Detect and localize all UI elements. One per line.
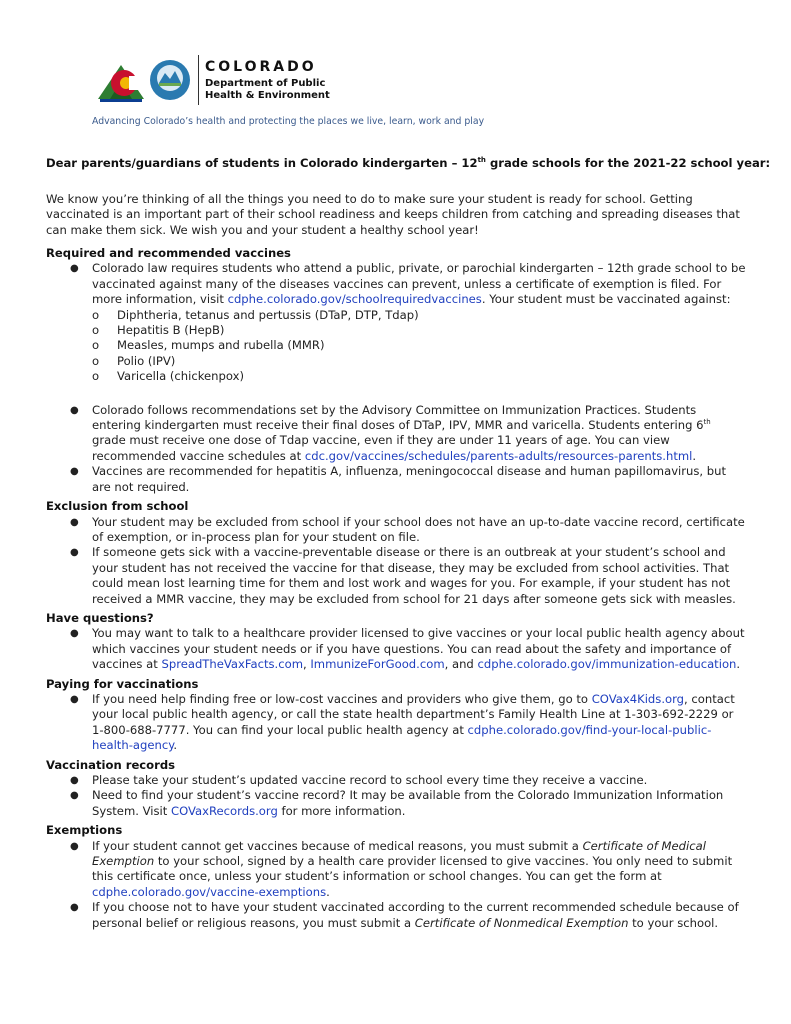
list-item (92, 308, 746, 323)
paying-list (46, 692, 746, 754)
link-school-required-vaccines[interactable]: cdphe.colorado.gov/schoolrequiredvaccines (227, 292, 482, 307)
dept-line-2: Health & Environment (205, 89, 330, 101)
colorado-c-logo-icon (96, 55, 146, 105)
exemptions-b2-text2: to your school. (628, 915, 719, 930)
list-item (92, 369, 746, 384)
bullet-icon: ● (70, 263, 79, 275)
bullet-icon: ● (70, 628, 79, 640)
list-item (46, 839, 746, 901)
brand-text (205, 59, 330, 102)
link-spread-the-vax-facts[interactable]: SpreadTheVaxFacts.com (161, 657, 303, 672)
required-vaccines-list (46, 261, 746, 495)
list-item (46, 900, 746, 931)
required-b2-text2: grade must receive one dose of Tdap vaccine, even if they are under 11 years of age. You can view recommended vaccine schedules at (92, 433, 670, 463)
records-b2-text: Need to find your student’s vaccine record? It may be available from the Colorado Immunization Information System. Visit (92, 788, 724, 818)
questions-text: You may want to talk to a healthcare provider licensed to give vaccines or your local public health agency about which vaccines your student needs or if you have questions. You can read about the safety and importance of vaccines at (92, 626, 745, 672)
list-item (46, 692, 746, 754)
records-list (46, 773, 746, 819)
list-item (46, 261, 746, 384)
cdphe-logo (96, 52, 330, 108)
exemptions-b1-after: . (326, 884, 330, 899)
cdphe-seal-icon (148, 58, 192, 102)
heading-required-vaccines: Required and recommended vaccines (46, 246, 291, 260)
link-covax4kids[interactable]: COVax4Kids.org (591, 691, 685, 706)
vaccine-item: Hepatitis B (HepB) (117, 323, 225, 338)
letter-body (46, 246, 746, 931)
bullet-icon: ● (70, 547, 79, 559)
exemptions-b1-text2: to your school, signed by a health care provider licensed to give vaccines. You only need to submit this certificate once, unless your student’s information or school changes. You can get the form at (92, 854, 733, 884)
bullet-icon: ● (70, 404, 79, 416)
heading-exemptions: Exemptions (46, 823, 123, 838)
bullet-icon: ● (70, 693, 79, 705)
heading-questions: Have questions? (46, 610, 154, 625)
required-b2-after: . (692, 448, 697, 463)
list-item (46, 788, 746, 819)
required-b2-text: Colorado follows recommendations set by the Advisory Committee on Immunization Practices. Students entering kindergarten must receive their final doses of DTaP, IPV, MMR and varicella. Students entering 6 (92, 402, 704, 433)
paying-after: . (173, 738, 178, 753)
link-vaccine-exemptions[interactable]: cdphe.colorado.gov/vaccine-exemptions (92, 884, 327, 899)
list-item (46, 515, 746, 546)
exclusion-b1-text: Your student may be excluded from school if your school does not have an up-to-date vaccine record, certificate of exemption, or in-process plan for your student on file. (92, 514, 745, 544)
sub-bullet-icon: o (92, 369, 100, 384)
salutation-post: grade schools for the 2021-22 school year: (485, 156, 771, 170)
salutation-sup: th (477, 156, 486, 165)
exemptions-b2-form-name: Certificate of Nonmedical Exemption (414, 915, 629, 930)
required-b1-text: Colorado law requires students who attend a public, private, or parochial kindergarten – 12th grade school to be vaccinated against many of the diseases vaccines can prevent, unless a certificate of exemption is filed. For more information, visit (92, 261, 746, 307)
state-name: COLORADO (205, 58, 317, 75)
link-immunize-for-good[interactable]: ImmunizeForGood.com (310, 657, 445, 672)
exemptions-b1-text1: If your student cannot get vaccines because of medical reasons, you must submit a (92, 838, 583, 853)
link-covaxrecords[interactable]: COVaxRecords.org (171, 803, 278, 818)
list-item (46, 545, 746, 607)
vaccine-item: Varicella (chickenpox) (117, 369, 244, 384)
intro-paragraph: We know you’re thinking of all the things you need to do to make sure your student is ready for school. Getting vaccinated is an important part of their school readiness and keeps children from catching and spreading diseases that can make them sick. We wish you and your student a healthy school year! (46, 192, 740, 237)
paying-text1: If you need help finding free or low-cost vaccines and providers who give them, go to (92, 691, 592, 706)
bullet-icon: ● (70, 775, 79, 786)
link-find-local-agency[interactable]: cdphe.colorado.gov/find-your-local-public-health-agency (92, 722, 712, 753)
link-immunization-education[interactable]: cdphe.colorado.gov/immunization-education (477, 657, 737, 672)
bullet-icon: ● (70, 902, 79, 914)
list-item (92, 323, 746, 338)
vaccine-item: Measles, mumps and rubella (MMR) (117, 338, 325, 353)
bullet-icon: ● (70, 466, 79, 478)
bullet-icon: ● (70, 516, 79, 528)
records-b2-after: for more information. (277, 803, 406, 818)
exemptions-b1-form-name: Certificate of Medical Exemption (92, 838, 706, 869)
list-item (46, 403, 746, 465)
letterhead (46, 0, 745, 127)
questions-sep: , (303, 657, 311, 672)
dept-line-1: Department of Public (205, 77, 326, 89)
tagline: Advancing Colorado’s health and protecting the places we live, learn, work and play (92, 116, 485, 127)
list-item (92, 354, 746, 369)
heading-exclusion: Exclusion from school (46, 499, 189, 514)
salutation-pre: Dear parents/guardians of students in Colorado kindergarten – 12 (46, 156, 478, 170)
vaccine-sublist (92, 308, 746, 385)
link-cdc-schedules[interactable]: cdc.gov/vaccines/schedules/parents-adults/resources-parents.html (304, 448, 693, 463)
vaccine-item: Diphtheria, tetanus and pertussis (DTaP, DTP, Tdap) (117, 307, 419, 322)
sub-bullet-icon: o (92, 338, 100, 353)
sub-bullet-icon: o (92, 353, 100, 368)
list-item (92, 338, 746, 353)
vaccine-item: Polio (IPV) (117, 353, 176, 368)
heading-paying: Paying for vaccinations (46, 676, 199, 691)
exclusion-b2-text: If someone gets sick with a vaccine-preventable disease or there is an outbreak at your student’s school and your student has not received the vaccine for that disease, they may be excluded from school activities. That could mean lost learning time for them and lost work and wages for you. For example, if your student has not received a MMR vaccine, they may be excluded from school for 21 days after someone gets sick with measles. (92, 545, 736, 606)
bullet-icon: ● (70, 840, 79, 852)
sub-bullet-icon: o (92, 323, 100, 338)
exclusion-list (46, 515, 746, 607)
exemptions-b2-text1: If you choose not to have your student vaccinated according to the current recommended schedule because of personal belief or religious reasons, you must submit a (92, 900, 739, 930)
required-b1-after: . Your student must be vaccinated against: (481, 292, 731, 307)
list-item (46, 464, 746, 495)
salutation (46, 156, 770, 170)
required-b2-sup: th (703, 418, 711, 427)
records-b1-text: Please take your student’s updated vaccine record to school every time they receive a vaccine. (92, 773, 648, 787)
questions-after: . (736, 657, 741, 672)
list-item (46, 773, 746, 788)
questions-list (46, 626, 746, 672)
heading-records: Vaccination records (46, 757, 176, 772)
required-b3-text: Vaccines are recommended for hepatitis A, influenza, meningococcal disease and human papillomavirus, but are not required. (92, 464, 727, 494)
sub-bullet-icon: o (92, 307, 100, 322)
questions-and: , and (444, 657, 478, 672)
list-item (46, 626, 746, 672)
exemptions-list (46, 839, 746, 931)
logo-divider (198, 55, 199, 105)
paying-text2: , contact your local public health agency, or call the state health department’s Family Health Line at 1-303-692-2229 or 1-800-688-7777. You can find your local public health agency at (92, 691, 735, 737)
bullet-icon: ● (70, 790, 79, 802)
